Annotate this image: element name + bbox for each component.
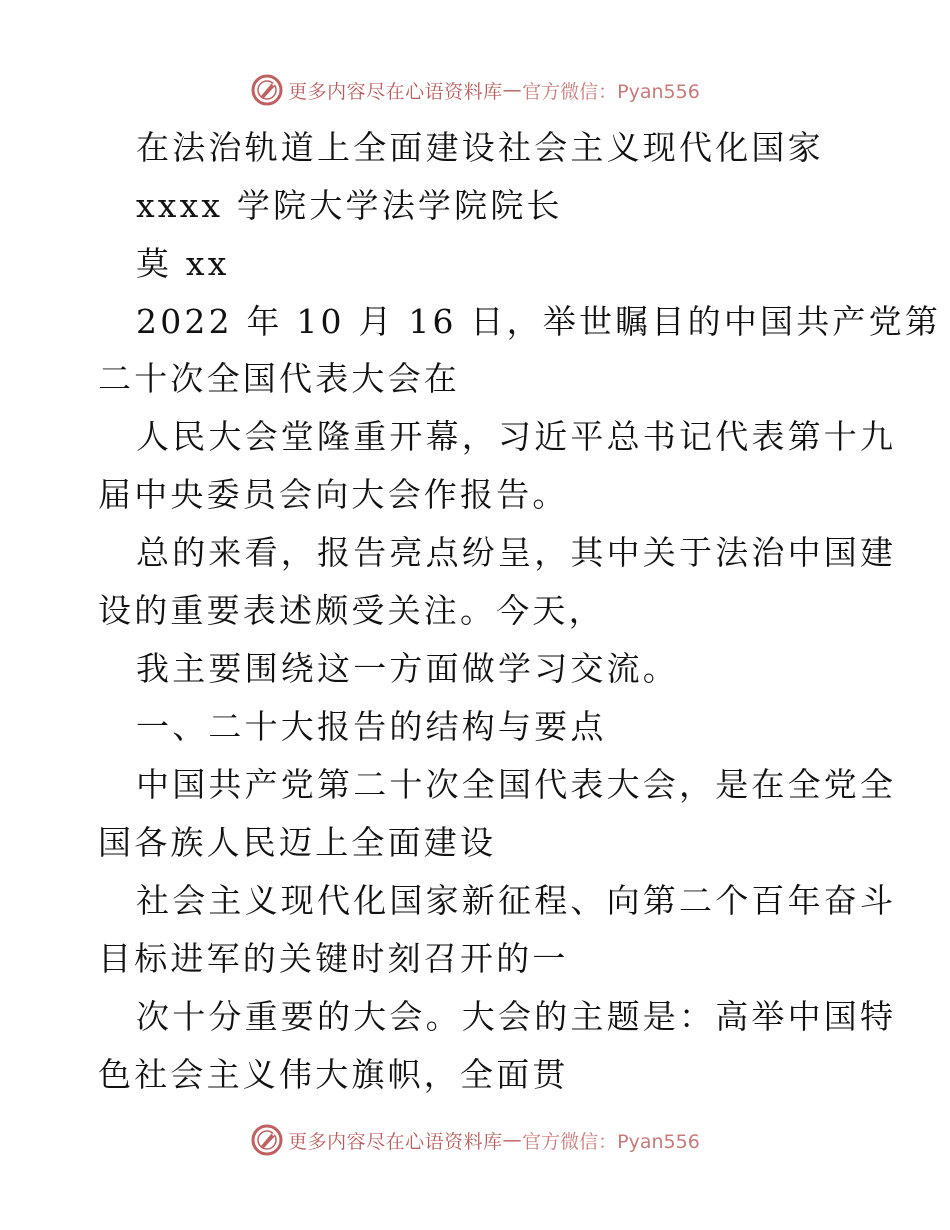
paragraph-line: 我主要围绕这一方面做学习交流。 (136, 649, 679, 688)
watermark-text: 更多内容尽在心语资料库 (288, 1130, 503, 1153)
paragraph-line: 人民大会堂隆重开幕，习近平总书记代表第十九 (136, 417, 897, 456)
paragraph-line: 目标进军的关键时刻召开的一 (98, 939, 569, 978)
paragraph-line: 社会主义现代化国家新征程、向第二个百年奋斗 (136, 881, 897, 920)
watermark-banner-bottom (0, 1120, 950, 1160)
paragraph-line: 二十次全国代表大会在 (98, 359, 460, 398)
paragraph-line: 次十分重要的大会。大会的主题是：高举中国特 (136, 997, 897, 1036)
paragraph-line: 届中央委员会向大会作报告。 (98, 475, 569, 514)
paragraph-line: 中国共产党第二十次全国代表大会，是在全党全 (136, 765, 897, 804)
paragraph-line: 总的来看，报告亮点纷呈，其中关于法治中国建 (136, 533, 897, 572)
section-heading: 一、二十大报告的结构与要点 (136, 707, 607, 746)
watermark-separator: — (502, 79, 523, 101)
paragraph-line: 国各族人民迈上全面建设 (98, 823, 497, 862)
paragraph-line: 2022 年 10 月 16 日，举世瞩目的中国共产党第 (136, 302, 942, 341)
watermark-text: 更多内容尽在心语资料库 (288, 80, 503, 103)
watermark-banner-top (0, 70, 950, 110)
watermark-wechat: 官方微信：Pyan556 (522, 80, 700, 103)
document-title: 在法治轨道上全面建设社会主义现代化国家 (136, 128, 824, 167)
watermark-wechat: 官方微信：Pyan556 (522, 1130, 700, 1153)
pen-nib-seal-icon (250, 73, 284, 107)
watermark-separator: — (502, 1129, 523, 1151)
paragraph-line: 设的重要表述颇受关注。今天， (98, 591, 605, 630)
paragraph-line: 色社会主义伟大旗帜，全面贯 (98, 1055, 569, 1094)
author-name: 莫 xx (136, 244, 230, 283)
pen-nib-seal-icon (250, 1123, 284, 1157)
author-affiliation: xxxx 学院大学法学院院长 (136, 186, 563, 225)
